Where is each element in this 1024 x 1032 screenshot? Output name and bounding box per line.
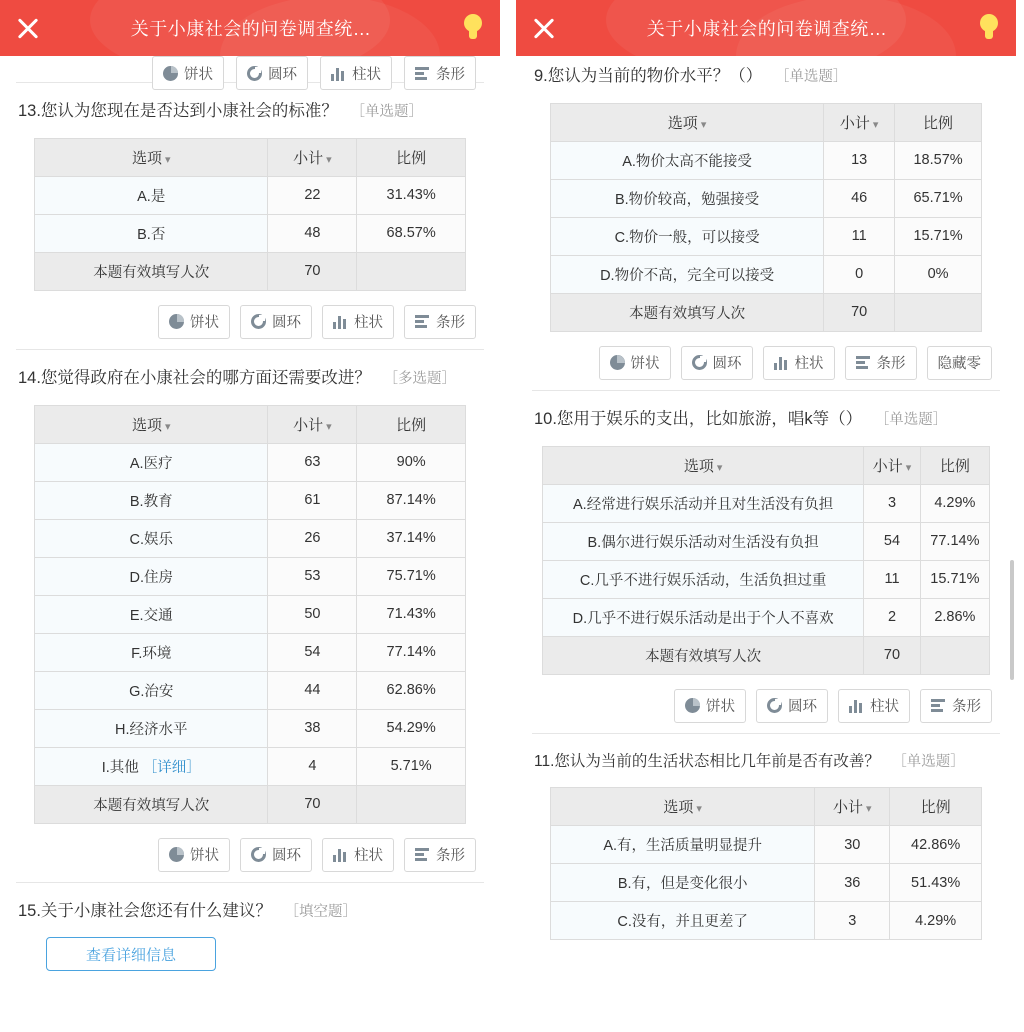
page-title: 关于小康社会的问卷调查统…: [130, 19, 372, 39]
table-header-row: [35, 138, 466, 176]
chart-buttons-10[interactable]: [532, 689, 992, 723]
ratio-cell: 5.71%: [357, 747, 466, 785]
chart-button-pie[interactable]: 饼状: [599, 346, 671, 380]
count-cell: 30: [815, 826, 890, 864]
table-row: [543, 560, 990, 598]
chart-button-column[interactable]: 柱状: [763, 346, 835, 380]
chart-buttons-9[interactable]: [532, 346, 992, 380]
ratio-cell: 62.86%: [357, 671, 466, 709]
detail-link[interactable]: ［详细］: [142, 759, 201, 776]
titlebar-left: [0, 0, 500, 56]
ratio-cell: 4.29%: [920, 484, 989, 522]
count-cell: 50: [268, 595, 357, 633]
chart-button-ring-clipped[interactable]: 圆环: [236, 56, 308, 90]
bar-chart-icon: [415, 66, 430, 81]
count-cell: 63: [268, 443, 357, 481]
count-cell: 48: [268, 214, 357, 252]
chart-button-column[interactable]: 柱状: [838, 689, 910, 723]
column-header-subtotal[interactable]: 小计 ▾: [864, 446, 921, 484]
count-cell: 53: [268, 557, 357, 595]
count-cell: 13: [824, 141, 895, 179]
option-cell: C.物价一般，可以接受: [551, 217, 824, 255]
total-blank: [357, 785, 466, 823]
table-total-row: [551, 293, 982, 331]
column-header-ratio[interactable]: 比例: [890, 788, 982, 826]
ratio-cell: 90%: [357, 443, 466, 481]
table-row: [35, 519, 466, 557]
option-cell: A.有，生活质量明显提升: [551, 826, 815, 864]
ratio-cell: 87.14%: [357, 481, 466, 519]
chart-button-bar[interactable]: 条形: [404, 305, 476, 339]
ring-chart-icon: [767, 698, 782, 713]
count-cell: 54: [864, 522, 921, 560]
table-row: [551, 255, 982, 293]
bar-chart-icon: [931, 698, 946, 713]
stats-table-11: [550, 787, 982, 940]
table-row: [543, 484, 990, 522]
option-cell: B.否: [35, 214, 268, 252]
option-cell: C.没有，并且更差了: [551, 902, 815, 940]
chart-button-bar[interactable]: 条形: [920, 689, 992, 723]
table-header-row: [543, 446, 990, 484]
ratio-cell: 75.71%: [357, 557, 466, 595]
chart-button-column-clipped[interactable]: 柱状: [320, 56, 392, 90]
chart-buttons-clipped[interactable]: [16, 56, 484, 83]
count-cell: 3: [864, 484, 921, 522]
column-header-option[interactable]: 选项 ▾: [551, 788, 815, 826]
option-cell: F.环境: [35, 633, 268, 671]
divider: [16, 349, 484, 350]
column-header-option[interactable]: 选项 ▾: [551, 103, 824, 141]
option-cell: D.几乎不进行娱乐活动是出于个人不喜欢: [543, 598, 864, 636]
divider: [532, 390, 1000, 391]
option-cell: G.治安: [35, 671, 268, 709]
pie-chart-icon: [685, 698, 700, 713]
count-cell: 54: [268, 633, 357, 671]
chart-button-bar-clipped[interactable]: 条形: [404, 56, 476, 90]
total-label: 本题有效填写人次: [543, 636, 864, 674]
page-title: 关于小康社会的问卷调查统…: [646, 19, 888, 39]
total-blank: [357, 252, 466, 290]
total-value: 70: [824, 293, 895, 331]
column-header-ratio[interactable]: 比例: [357, 138, 466, 176]
chart-button-column[interactable]: 柱状: [322, 838, 394, 872]
bar-chart-icon: [856, 355, 871, 370]
pie-chart-icon: [169, 847, 184, 862]
table-row: [551, 217, 982, 255]
chart-button-pie[interactable]: 饼状: [158, 305, 230, 339]
option-cell-other: I.其他 ［详细］: [35, 747, 268, 785]
ratio-cell: 0%: [895, 255, 982, 293]
pie-chart-icon: [610, 355, 625, 370]
total-label: 本题有效填写人次: [35, 252, 268, 290]
column-chart-icon: [333, 314, 348, 329]
pie-chart-icon: [169, 314, 184, 329]
divider: [16, 882, 484, 883]
table-row: [35, 633, 466, 671]
column-header-subtotal[interactable]: 小计 ▾: [815, 788, 890, 826]
option-cell: C.几乎不进行娱乐活动，生活负担过重: [543, 560, 864, 598]
close-icon[interactable]: [14, 14, 42, 42]
count-cell: 2: [864, 598, 921, 636]
column-header-subtotal[interactable]: 小计 ▾: [268, 405, 357, 443]
table-header-row: [35, 405, 466, 443]
chart-button-ring[interactable]: 圆环: [240, 838, 312, 872]
total-value: 70: [864, 636, 921, 674]
table-row: [35, 709, 466, 747]
hide-zero-button[interactable]: 隐藏零: [927, 346, 993, 380]
chart-button-pie[interactable]: 饼状: [158, 838, 230, 872]
stats-table-9: [550, 103, 982, 332]
option-cell: D.物价不高，完全可以接受: [551, 255, 824, 293]
question-title-9: 9.您认为当前的物价水平？（） ［单选题］: [534, 67, 848, 85]
pie-chart-icon: [163, 66, 178, 81]
count-cell: 38: [268, 709, 357, 747]
titlebar-right: [516, 0, 1016, 56]
count-cell: 3: [815, 902, 890, 940]
ratio-cell: 31.43%: [357, 176, 466, 214]
bar-chart-icon: [415, 847, 430, 862]
ratio-cell: 51.43%: [890, 864, 982, 902]
count-cell: 22: [268, 176, 357, 214]
table-row: [35, 671, 466, 709]
ratio-cell: 77.14%: [920, 522, 989, 560]
ratio-cell: 15.71%: [895, 217, 982, 255]
option-cell: D.住房: [35, 557, 268, 595]
column-header-ratio[interactable]: 比例: [895, 103, 982, 141]
table-row: [551, 902, 982, 940]
close-icon[interactable]: [530, 14, 558, 42]
ratio-cell: 68.57%: [357, 214, 466, 252]
question-title-11: 11.您认为当前的生活状态相比几年前是否有改善？ ［单选题］: [534, 752, 965, 770]
table-row: [35, 747, 466, 785]
chart-button-column[interactable]: 柱状: [322, 305, 394, 339]
chart-button-ring[interactable]: 圆环: [240, 305, 312, 339]
chart-buttons-14[interactable]: [16, 838, 476, 872]
ratio-cell: 15.71%: [920, 560, 989, 598]
chart-button-pie-clipped[interactable]: 饼状: [152, 56, 224, 90]
total-value: 70: [268, 252, 357, 290]
column-chart-icon: [849, 698, 864, 713]
count-cell: 11: [824, 217, 895, 255]
table-row: [543, 598, 990, 636]
column-header-ratio[interactable]: 比例: [920, 446, 989, 484]
count-cell: 11: [864, 560, 921, 598]
option-cell: B.教育: [35, 481, 268, 519]
ratio-cell: 65.71%: [895, 179, 982, 217]
question-title-15: 15.关于小康社会您还有什么建议？ ［填空题］: [18, 901, 358, 920]
count-cell: 46: [824, 179, 895, 217]
column-chart-icon: [331, 66, 346, 81]
divider: [532, 733, 1000, 734]
ratio-cell: 37.14%: [357, 519, 466, 557]
chart-button-bar[interactable]: 条形: [845, 346, 917, 380]
table-row: [551, 864, 982, 902]
option-cell: A.医疗: [35, 443, 268, 481]
option-cell: A.物价太高不能接受: [551, 141, 824, 179]
option-cell: A.经常进行娱乐活动并且对生活没有负担: [543, 484, 864, 522]
left-content-scroll[interactable]: [0, 56, 500, 1024]
ratio-cell: 4.29%: [890, 902, 982, 940]
count-cell: 26: [268, 519, 357, 557]
option-cell: B.物价较高，勉强接受: [551, 179, 824, 217]
chart-button-pie[interactable]: 饼状: [674, 689, 746, 723]
view-detail-button[interactable]: 查看详细信息: [46, 937, 216, 971]
table-header-row: [551, 103, 982, 141]
table-row: [543, 522, 990, 560]
column-chart-icon: [774, 355, 789, 370]
total-label: 本题有效填写人次: [551, 293, 824, 331]
table-total-row: [35, 785, 466, 823]
column-header-ratio[interactable]: 比例: [357, 405, 466, 443]
right-content-scroll[interactable]: [516, 64, 1016, 1032]
count-cell: 36: [815, 864, 890, 902]
table-row: [35, 557, 466, 595]
lightbulb-icon[interactable]: [460, 13, 486, 43]
left-screenshot-panel: [0, 0, 500, 1024]
total-value: 70: [268, 785, 357, 823]
ring-chart-icon: [247, 66, 262, 81]
question-title-10: 10.您用于娱乐的支出，比如旅游，唱k等（） ［单选题］: [534, 409, 948, 428]
ratio-cell: 42.86%: [890, 826, 982, 864]
question-title-13: 13.您认为您现在是否达到小康社会的标准？ ［单选题］: [18, 102, 424, 120]
column-header-option[interactable]: 选项 ▾: [35, 138, 268, 176]
option-cell: B.有，但是变化很小: [551, 864, 815, 902]
count-cell: 4: [268, 747, 357, 785]
chart-button-ring[interactable]: 圆环: [756, 689, 828, 723]
stats-table-10: [542, 446, 990, 675]
option-cell: B.偶尔进行娱乐活动对生活没有负担: [543, 522, 864, 560]
total-label: 本题有效填写人次: [35, 785, 268, 823]
table-row: [35, 214, 466, 252]
total-blank: [895, 293, 982, 331]
table-row: [35, 176, 466, 214]
ratio-cell: 18.57%: [895, 141, 982, 179]
count-cell: 0: [824, 255, 895, 293]
column-chart-icon: [333, 847, 348, 862]
stats-table-14: [34, 405, 466, 824]
stats-table-13: [34, 138, 466, 291]
option-cell: A.是: [35, 176, 268, 214]
table-header-row: [551, 788, 982, 826]
table-total-row: [35, 252, 466, 290]
column-header-option[interactable]: 选项 ▾: [35, 405, 268, 443]
chart-button-bar[interactable]: 条形: [404, 838, 476, 872]
ring-chart-icon: [692, 355, 707, 370]
question-title-14: 14.您觉得政府在小康社会的哪方面还需要改进？ ［多选题］: [18, 368, 457, 387]
table-row: [551, 179, 982, 217]
column-header-subtotal[interactable]: 小计 ▾: [268, 138, 357, 176]
column-header-subtotal[interactable]: 小计 ▾: [824, 103, 895, 141]
bar-chart-icon: [415, 314, 430, 329]
table-row: [35, 443, 466, 481]
option-cell: C.娱乐: [35, 519, 268, 557]
table-row: [35, 595, 466, 633]
table-row: [551, 826, 982, 864]
ratio-cell: 2.86%: [920, 598, 989, 636]
right-screenshot-panel: [516, 0, 1016, 1024]
column-header-option[interactable]: 选项 ▾: [543, 446, 864, 484]
count-cell: 44: [268, 671, 357, 709]
table-total-row: [543, 636, 990, 674]
ratio-cell: 54.29%: [357, 709, 466, 747]
ring-chart-icon: [251, 314, 266, 329]
ratio-cell: 71.43%: [357, 595, 466, 633]
option-cell: H.经济水平: [35, 709, 268, 747]
chart-buttons-13[interactable]: [16, 305, 476, 339]
ratio-cell: 77.14%: [357, 633, 466, 671]
table-row: [35, 481, 466, 519]
count-cell: 61: [268, 481, 357, 519]
scrollbar-thumb[interactable]: [1010, 560, 1014, 680]
ring-chart-icon: [251, 847, 266, 862]
table-row: [551, 141, 982, 179]
total-blank: [920, 636, 989, 674]
option-cell: E.交通: [35, 595, 268, 633]
lightbulb-icon[interactable]: [976, 13, 1002, 43]
chart-button-ring[interactable]: 圆环: [681, 346, 753, 380]
